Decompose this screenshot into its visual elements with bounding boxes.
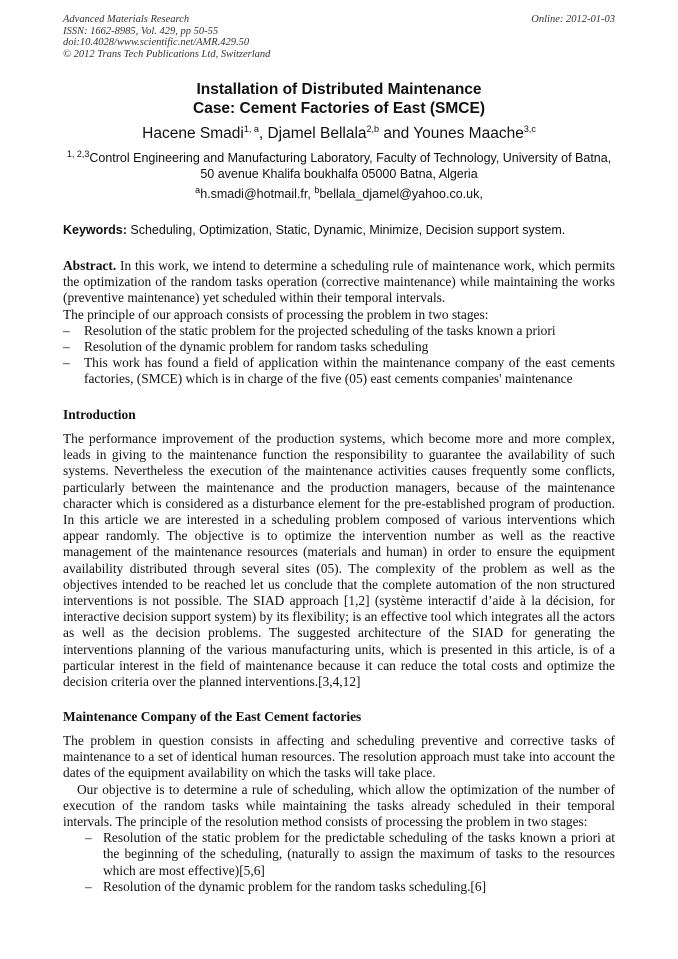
maintenance-section xyxy=(63,733,615,895)
list-item-text: Resolution of the dynamic problem for the random tasks scheduling.[6] xyxy=(103,878,487,894)
abstract xyxy=(63,258,615,388)
author-list xyxy=(63,124,615,143)
dash-bullet: – xyxy=(63,339,70,355)
dash-bullet: – xyxy=(85,830,92,846)
author-emails xyxy=(63,186,615,202)
keywords-label: Keywords: xyxy=(63,223,127,237)
dash-bullet: – xyxy=(63,355,70,371)
author-3: and Younes Maache xyxy=(379,125,524,142)
affiliation xyxy=(63,150,615,182)
affiliation-line-2: 50 avenue Khalifa boukhalfa 05000 Batna, Algeria xyxy=(200,167,478,181)
maintenance-list xyxy=(63,830,615,895)
email-a: h.smadi@hotmail.fr, xyxy=(200,187,315,201)
issn-line: ISSN: 1662-8985, Vol. 429, pp 50-55 xyxy=(63,25,219,37)
list-item-text: Resolution of the static problem for the projected scheduling of the tasks known a priori xyxy=(84,322,556,338)
list-item xyxy=(63,339,615,355)
maintenance-para-1: The problem in question consists in affecting and scheduling preventive and corrective tasks of maintenance to a set of identical human resources. The resolution approach must take into account the dates of the equipment availability on which the tasks will take place. xyxy=(63,733,615,781)
author-2: , Djamel Bellala xyxy=(258,125,367,142)
abstract-list xyxy=(63,323,615,388)
keywords xyxy=(63,222,615,238)
affiliation-line-1: Control Engineering and Manufacturing Laboratory, Faculty of Technology, University of Batna, xyxy=(89,151,612,165)
maintenance-para-2: Our objective is to determine a rule of scheduling, which allow the optimization of the number of execution of the random tasks while maintaining the tasks already scheduled in their temporal intervals. The principle of the resolution method consists of processing the problem in two stages: xyxy=(63,781,615,830)
title-line-2: Case: Cement Factories of East (SMCE) xyxy=(193,100,485,117)
paper-title xyxy=(63,80,615,118)
title-line-1: Installation of Distributed Maintenance xyxy=(196,81,482,98)
author-2-sup: 2,b xyxy=(366,123,380,134)
list-item xyxy=(63,830,615,879)
author-1-sup: 1, a xyxy=(243,123,259,134)
list-item xyxy=(63,355,615,387)
maintenance-section-heading: Maintenance Company of the East Cement factories xyxy=(63,709,362,724)
affiliation-sup: 1, 2,3 xyxy=(66,148,90,159)
list-item-text: This work has found a field of application within the maintenance company of the east cements factories, (SMCE) which is in charge of the five (05) east cements companies' maintenance xyxy=(84,355,615,387)
journal-header xyxy=(63,14,270,60)
abstract-principle: The principle of our approach consists of processing the problem in two stages: xyxy=(63,306,489,322)
email-sup-b: b xyxy=(314,184,320,195)
author-1: Hacene Smadi xyxy=(142,125,244,142)
keywords-text: Scheduling, Optimization, Static, Dynamic, Minimize, Decision support system. xyxy=(126,223,566,237)
list-item xyxy=(63,879,615,895)
list-item-text: Resolution of the static problem for the predictable scheduling of the tasks known a priori at the beginning of the scheduling, (naturally to assign the maximum of tasks to the resources which are most effective)[5,6] xyxy=(103,830,615,878)
doi-line: doi:10.4028/www.scientific.net/AMR.429.50 xyxy=(63,37,250,48)
copyright-line: © 2012 Trans Tech Publications Ltd, Switzerland xyxy=(63,48,271,60)
list-item xyxy=(63,323,615,339)
abstract-text: In this work, we intend to determine a scheduling rule of maintenance work, which permits the optimization of the random tasks operation (corrective maintenance) while maintaining the works (preventive maintenance) yet scheduled within their temporal intervals. xyxy=(63,258,615,306)
dash-bullet: – xyxy=(85,878,92,894)
dash-bullet: – xyxy=(63,322,70,338)
list-item-text: Resolution of the dynamic problem for random tasks scheduling xyxy=(84,339,429,355)
abstract-label: Abstract. xyxy=(63,258,117,273)
online-date: Online: 2012-01-03 xyxy=(531,14,615,25)
email-b: bellala_djamel@yahoo.co.uk, xyxy=(319,187,483,201)
email-sup-a: a xyxy=(195,184,201,195)
journal-name: Advanced Materials Research xyxy=(63,14,190,25)
introduction-heading: Introduction xyxy=(63,407,136,422)
introduction-text: The performance improvement of the production systems, which become more and more complex, leads in giving to the maintenance function the responsibility to guarantee the availability of such systems. Nevertheless the execution of the maintenance activities causes frequently some conflicts, particularly between the maintenance and the production managers, because of the maintenance character which is considered as a disturbance element for the pre-established program of production. In this article we are interested in a scheduling problem composed of various interventions which appear randomly. The objective is to optimize the intervention number as well as the reactive management of the maintenance resources (materials and human) in order to ensure the equipment availability distributed through several sites (05). The complexity of the problem as well as the objectives intended to be reached let us conclude that the complete automation of the non structured interventions is not possible. The SIAD approach [1,2] (système interactif d’aide à la décision, for interactive decision support system) by its flexibility; is an effective tool which integrates all the actors as well as the decision problems. The suggested architecture of the SIAD for generating the interventions planning of the various manufacturing units, which is presented in this article, is of a particular interest in the field of maintenance because it can reduce the total costs and optimize the decision criteria over the planned interventions.[3,4,12] xyxy=(63,431,615,690)
author-3-sup: 3,c xyxy=(523,123,536,134)
